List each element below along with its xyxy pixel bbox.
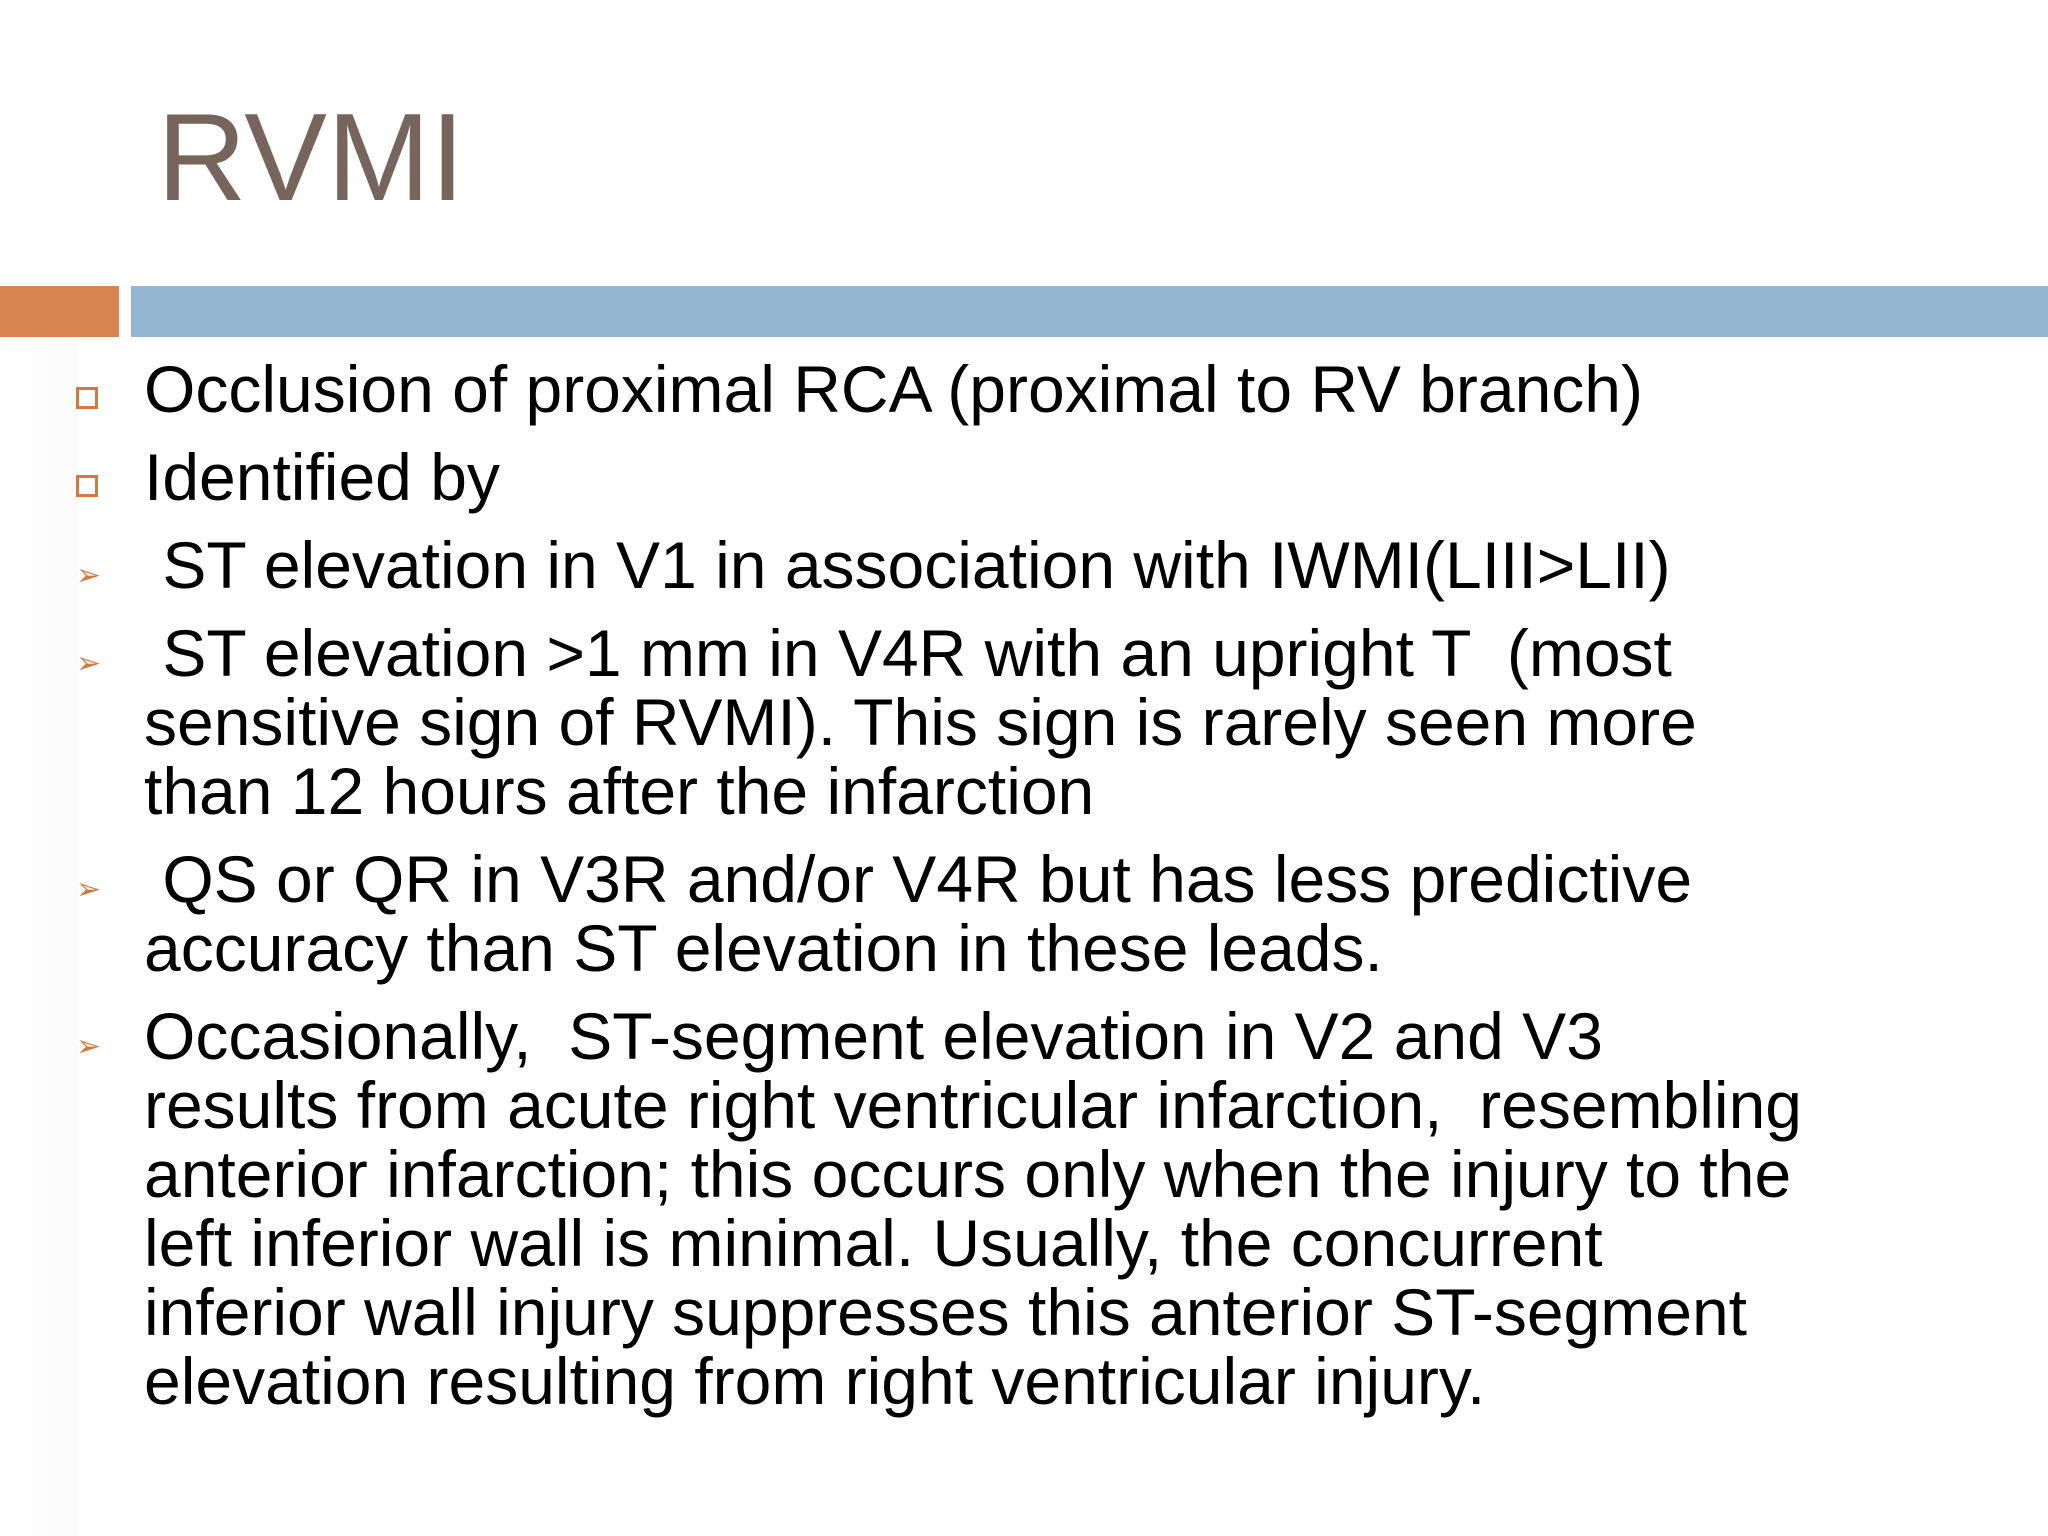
title-divider-orange <box>0 286 119 337</box>
list-item <box>0 842 2048 985</box>
list-item <box>0 440 2048 514</box>
bullet-text: Occlusion of proximal RCA (proximal to RV branch) <box>144 352 1643 426</box>
bullet-list <box>0 352 2048 1435</box>
list-item <box>0 528 2048 602</box>
arrow-bullet-icon: ➢ <box>76 1029 102 1064</box>
title-divider-blue <box>131 286 2048 337</box>
square-bullet-icon <box>76 443 106 512</box>
bullet-text: Occasionally, ST-segment elevation in V2 and V3 results from acute right ventricular infarction, resembling anterior infarction; this occurs only when the injury to the left inferior wall is minimal. Usually, the concurrent inferior wall injury suppresses this anterior ST-segment elevation resulting from right ventricular injury. <box>144 999 1802 1418</box>
square-bullet-icon <box>76 355 106 424</box>
slide-title: RVMI <box>157 89 465 227</box>
bullet-text: QS or QR in V3R and/or V4R but has less predictive accuracy than ST elevation in these leads. <box>144 842 1693 985</box>
list-item <box>0 999 2048 1418</box>
arrow-bullet-icon: ➢ <box>76 646 102 681</box>
arrow-bullet-icon: ➢ <box>76 558 102 593</box>
bullet-text: ST elevation >1 mm in V4R with an upright T (most sensitive sign of RVMI). This sign is rarely seen more than 12 hours after the infarction <box>144 616 1697 828</box>
arrow-bullet-icon: ➢ <box>76 872 102 907</box>
bullet-text: ST elevation in V1 in association with IWMI(LIII>LII) <box>144 528 1671 602</box>
bullet-text: Identified by <box>144 440 500 514</box>
list-item <box>0 352 2048 426</box>
list-item <box>0 616 2048 828</box>
